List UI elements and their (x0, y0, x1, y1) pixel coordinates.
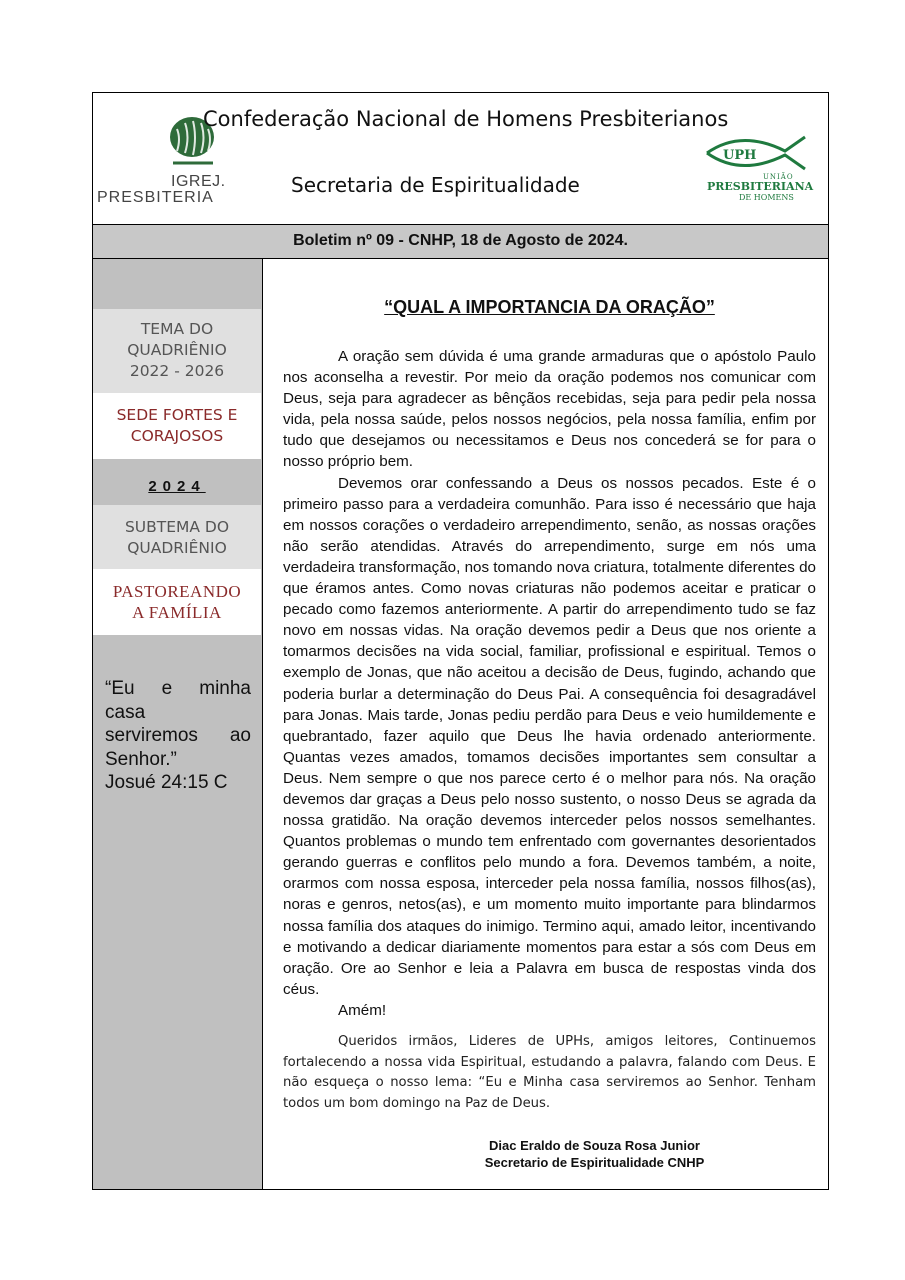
bulletin-frame (92, 92, 829, 1190)
year-label: 2024 (148, 478, 206, 495)
paragraph-2: Devemos orar confessando a Deus os nossos pecados. Este é o primeiro passo para a verdadeira comunhão. Para isso é necessário que haja em nossos corações o verdadeiro arrependimento, senão, as nossas orações não serão atendidas. Através do arrependimento, surge em nós uma verdadeira transformação, nos tomando nova criatura, totalmente diferentes do que éramos antes. Como novas criaturas não podemos aceitar e praticar o pecado como fazemos anteriormente. A partir do arrependimento tudo se faz novo em nossas vidas. Na oração devemos pedir a Deus que nos oriente a tomarmos decisões na vida social, familiar, profissional e espiritual. Temos o exemplo de Jonas, que não aceitou a decisão de Deus, fugindo, achando que poderia burlar a determinação do Deus Pai. A consequência foi desagradável para Jonas. Mais tarde, Jonas pediu perdão para Deus e veio humildemente e quebrantado, fazer aquilo que Deus lhe havia ordenado anteriormente. Quantas vezes amados, tomamos decisões importantes sem consultar a Deus. Nem sempre o que nos parece certo é o melhor para nós. Na oração devemos dar graças a Deus pelo nosso sustento, o nosso Deus se agrada da nossa gratidão. Na oração devemos interceder pelos nossos semelhantes. Quantos problemas o mundo tem enfrentado com governantes desorientados gerando guerras e conflitos pelo mundo a fora. Devemos também, a noite, orarmos com nossa esposa, interceder pela nossa família, nossos filhos(as), noras e genros, netos(as), e um momento muito importante para blindarmos nossa família dos ataques do inimigo. Termino aqui, amado leitor, incentivando e motivando a dedicar diariamente momentos para estar a sós com Deus em oração. Ore ao Senhor e leia a Palavra em busca de respostas vinda dos céus. (283, 474, 816, 998)
pastoreando-box (93, 569, 261, 635)
tema-line2: QUADRIÊNIO (127, 341, 227, 359)
uph-line3: DE HOMENS (739, 193, 794, 202)
sede-line2: CORAJOSOS (130, 427, 224, 445)
bulletin-bar: Boletim nº 09 - CNHP, 18 de Agosto de 2024. (93, 225, 828, 259)
amen-line: Amém! (338, 1001, 387, 1019)
page-subtitle: Secretaria de Espiritualidade (291, 173, 580, 197)
article-title-text: “QUAL A IMPORTANCIA DA ORAÇÃO” (384, 297, 715, 317)
header (93, 93, 828, 225)
article-title (283, 297, 816, 318)
tema-line1: TEMA DO (140, 320, 214, 338)
subtema-line2: QUADRIÊNIO (127, 539, 227, 557)
article-body (283, 346, 816, 1021)
closing-paragraph: Queridos irmãos, Lideres de UPHs, amigos leitores, Continuemos fortalecendo a nossa vida Espiritual, estudando a palavra, falando com Deus. E não esqueça o nosso lema: “Eu e Minha casa serviremos ao Senhor. Tenham todos um bom domingo na Paz de Deus. (283, 1034, 816, 1111)
quote-line3: Senhor.” (105, 748, 177, 770)
signature-role: Secretario de Espiritualidade CNHP (484, 1155, 705, 1170)
page-title: Confederação Nacional de Homens Presbiterianos (203, 107, 729, 131)
bush-icon (97, 115, 215, 175)
quote-line2: serviremos ao (105, 725, 251, 746)
uph-line2: PRESBITERIANA (707, 180, 814, 193)
pastoreando-line2: A FAMÍLIA (132, 603, 222, 622)
fish-icon (701, 133, 821, 173)
sede-box (93, 393, 261, 459)
tema-line3: 2022 - 2026 (129, 362, 225, 380)
closing-note (283, 1032, 816, 1114)
verse-quote (105, 677, 251, 795)
igreja-presbiteriana-logo (97, 115, 226, 205)
uph-logo (701, 133, 821, 205)
uph-line1: UNIÃO (763, 173, 794, 181)
year-box (93, 459, 261, 505)
sidebar (93, 259, 263, 1189)
sede-line1: SEDE FORTES E (116, 406, 238, 424)
logo-text-line2: PRESBITERIA (97, 189, 214, 205)
signature (283, 1137, 816, 1171)
pastoreando-line1: PASTOREANDO (112, 582, 242, 601)
quote-reference: Josué 24:15 C (105, 772, 228, 793)
paragraph-1: A oração sem dúvida é uma grande armaduras que o apóstolo Paulo nos aconselha a revestir. Por meio da oração podemos nos comunicar com Deus, seja para agradecer as bênçãos recebidas, seja para pedir pela nossa vida, pela nossa saúde, pelos nossos negócios, pela nossa família, enfim por tudo que desejamos ou necessitamos e Deus nos concederá se for para o nosso próprio bem. (283, 348, 816, 471)
subtema-line1: SUBTEMA DO (124, 518, 230, 536)
signature-name: Diac Eraldo de Souza Rosa Junior (489, 1138, 700, 1153)
quote-line1: “Eu e minha casa (105, 678, 251, 723)
subtema-box (93, 505, 261, 569)
logo-text-line1: IGREJ. (171, 173, 226, 190)
uph-abbr: UPH (723, 148, 757, 163)
tema-box (93, 309, 261, 393)
